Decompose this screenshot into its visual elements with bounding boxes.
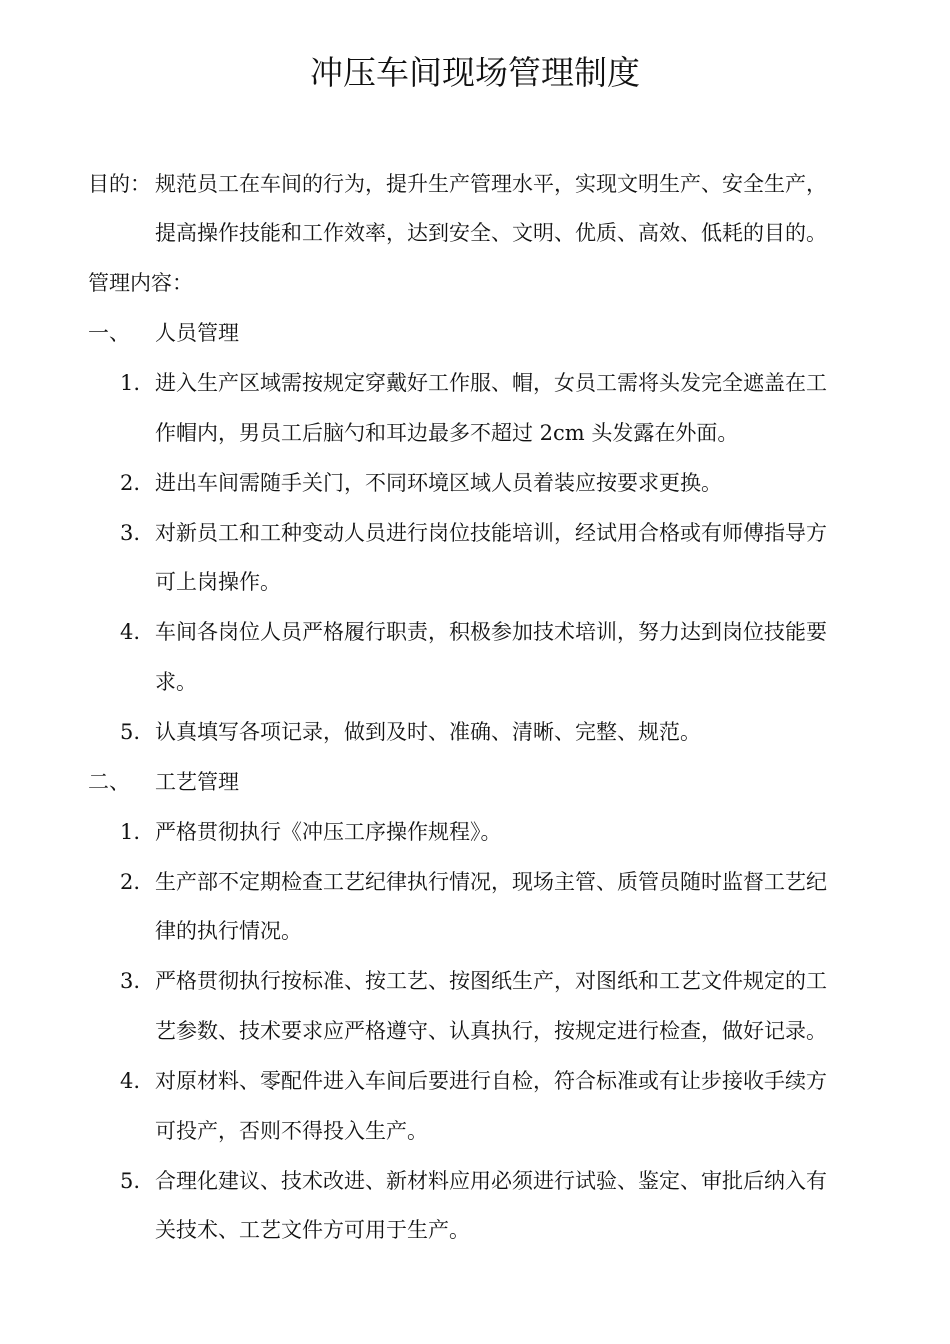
section-number: 二、 [88,770,130,794]
list-item-line: 认真填写各项记录，做到及时、准确、清晰、完整、规范。 [155,720,701,744]
content-heading: 管理内容： [88,271,193,295]
list-item-number: 5. [120,720,141,744]
list-item-number: 1. [120,820,141,844]
list-item-line: 车间各岗位人员严格履行职责，积极参加技术培训，努力达到岗位技能要 [155,620,827,644]
list-item-number: 4. [120,1069,141,1093]
list-item-number: 4. [120,620,141,644]
section-heading: 人员管理 [155,321,239,345]
list-item-line: 生产部不定期检查工艺纪律执行情况，现场主管、质管员随时监督工艺纪 [155,870,827,894]
list-item-line: 艺参数、技术要求应严格遵守、认真执行，按规定进行检查，做好记录。 [155,1019,827,1043]
list-item-line: 对新员工和工种变动人员进行岗位技能培训，经试用合格或有师傅指导方 [155,521,827,545]
list-item-line: 可上岗操作。 [155,570,281,594]
list-item-number: 2. [120,471,141,495]
purpose-label: 目的： [88,172,151,196]
list-item-line: 可投产，否则不得投入生产。 [155,1119,428,1143]
list-item-number: 2. [120,870,141,894]
section-number: 一、 [88,321,130,345]
list-item-line: 严格贯彻执行按标准、按工艺、按图纸生产，对图纸和工艺文件规定的工 [155,969,827,993]
list-item-line: 合理化建议、技术改进、新材料应用必须进行试验、鉴定、审批后纳入有 [155,1169,827,1193]
list-item-line: 对原材料、零配件进入车间后要进行自检，符合标准或有让步接收手续方 [155,1069,827,1093]
list-item-number: 3. [120,969,141,993]
section-heading: 工艺管理 [155,770,239,794]
list-item-number: 5. [120,1169,141,1193]
list-item-line: 严格贯彻执行《冲压工序操作规程》。 [155,820,502,844]
list-item-line: 作帽内，男员工后脑勺和耳边最多不超过 2cm 头发露在外面。 [155,421,739,445]
list-item-line: 律的执行情况。 [155,919,302,943]
list-item-line: 进入生产区域需按规定穿戴好工作服、帽，女员工需将头发完全遮盖在工 [155,371,827,395]
list-item-line: 进出车间需随手关门，不同环境区域人员着装应按要求更换。 [155,471,722,495]
purpose-line-1: 规范员工在车间的行为，提升生产管理水平，实现文明生产、安全生产， [155,172,827,196]
purpose-line-2: 提高操作技能和工作效率，达到安全、文明、优质、高效、低耗的目的。 [155,221,827,245]
list-item-line: 关技术、工艺文件方可用于生产。 [155,1218,470,1242]
list-item-line: 求。 [155,670,197,694]
document-title: 冲压车间现场管理制度 [310,53,640,92]
list-item-number: 3. [120,521,141,545]
list-item-number: 1. [120,371,141,395]
